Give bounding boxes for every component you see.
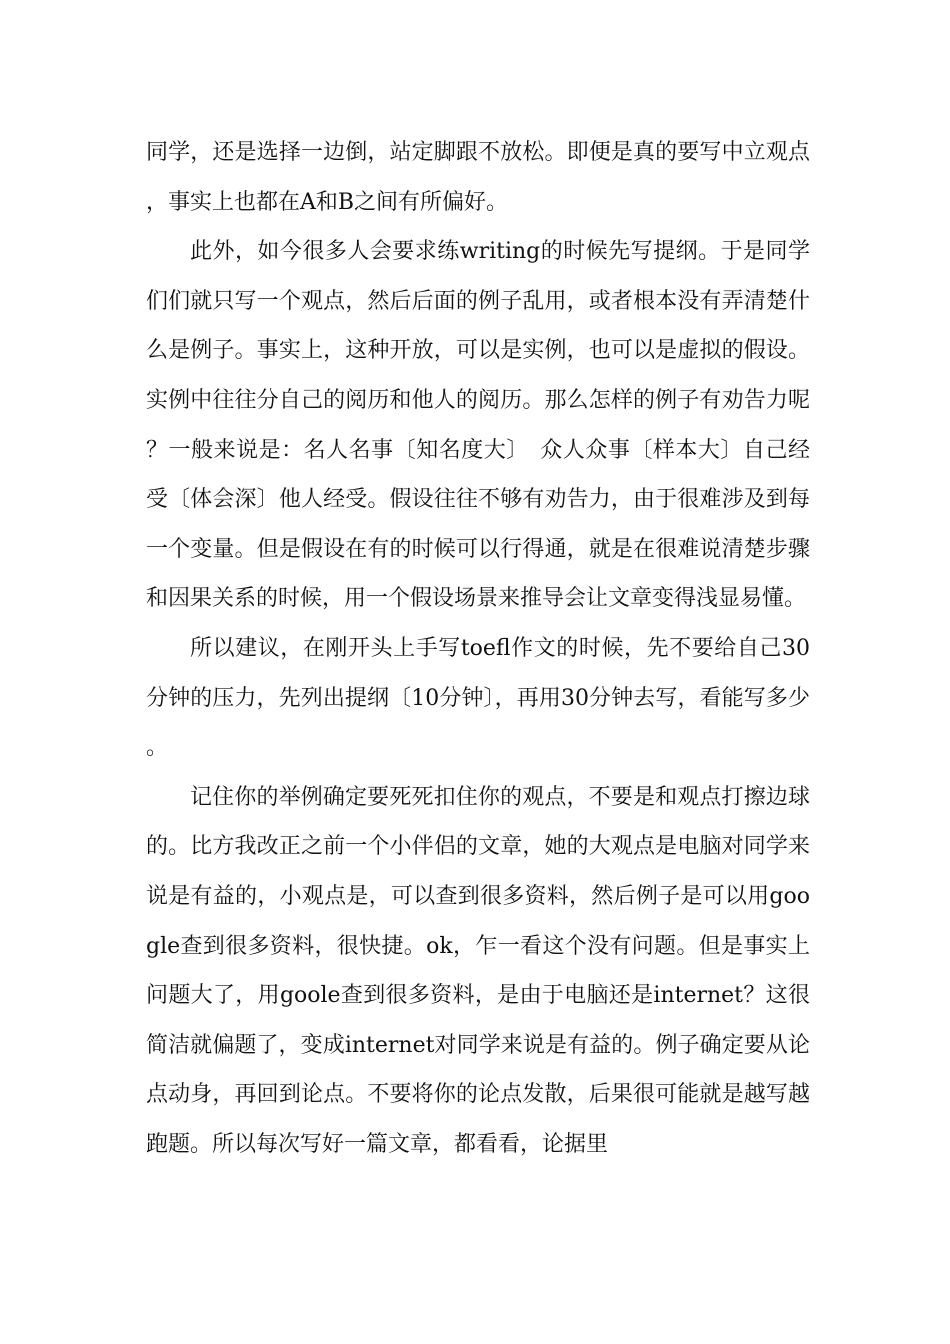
paragraph-4: 记住你的举例确定要死死扣住你的观点，不要是和观点打擦边球的。比方我改正之前一个小伴侣的文章，她的大观点是电脑对同学来说是有益的，小观点是，可以查到很多资料，然后例子是可以用google查到很多资料，很快捷。ok，乍一看这个没有问题。但是事实上问题大了，用goole查到很多资料，是由于电脑还是internet？这很简洁就偏题了，变成internet对同学来说是有益的。例子确定要从论点动身，再回到论点。不要将你的论点发散，后果很可能就是越写越跑题。所以每次写好一篇文章，都看看，论据里: [146, 784, 810, 1157]
paragraph-2: 此外，如今很多人会要求练writing的时候先写提纲。于是同学们们就只写一个观点，然后后面的例子乱用，或者根本没有弄清楚什么是例子。事实上，这种开放，可以是实例，也可以是虚拟的假设。实例中往往分自己的阅历和他人的阅历。那么怎样的例子有劝告力呢？一般来说是：名人名事〔知名度大〕 众人众事〔样本大〕自己经受〔体会深〕他人经受。假设往往不够有劝告力，由于很难涉及到每一个变量。但是假设在有的时候可以行得通，就是在很难说清楚步骤和因果关系的时候，用一个假设场景来推导会让文章变得浅显易懂。: [146, 239, 810, 612]
paragraph-3: 所以建议，在刚开头上手写toefl作文的时候，先不要给自己30分钟的压力，先列出提纲〔10分钟〕，再用30分钟去写，看能写多少。: [146, 635, 810, 761]
document-body: [146, 128, 810, 1169]
paragraph-1: 同学，还是选择一边倒，站定脚跟不放松。即便是真的要写中立观点，事实上也都在A和B之间有所偏好。: [146, 140, 810, 215]
